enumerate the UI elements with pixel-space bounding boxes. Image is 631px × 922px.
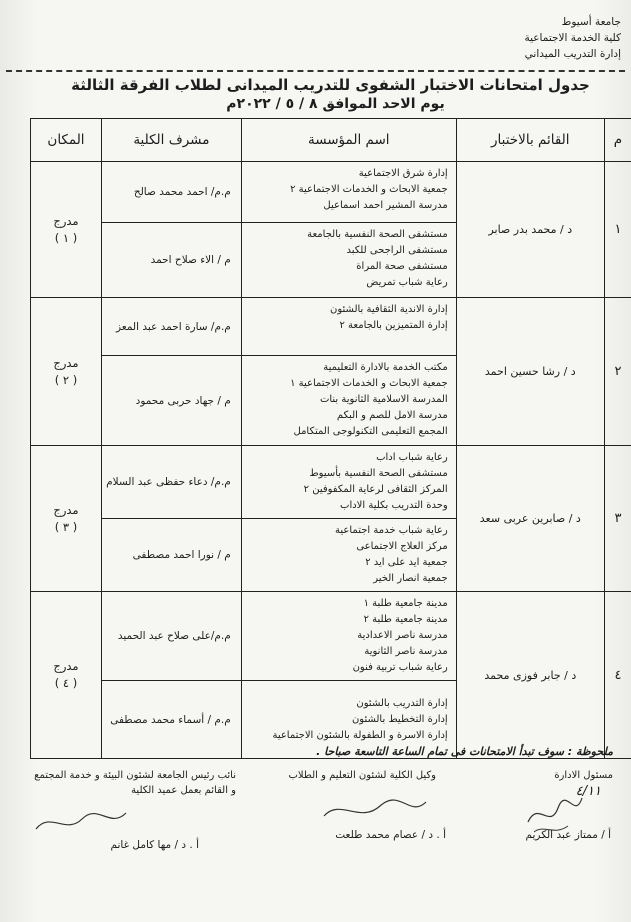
institution-item: جمعية الابحاث و الخدمات الاجتماعية ٢: [290, 184, 448, 195]
supervisor-name: م / الاء صلاح احمد: [101, 223, 241, 298]
institution-item: رعاية شباب خدمة اجتماعية: [335, 525, 448, 536]
institution-item: إدارة التخطيط بالشئون: [351, 713, 448, 725]
exam-place: [31, 592, 102, 759]
institution-item: إدارة الاسرة و الطفولة بالشئون الاجتماعية: [272, 729, 448, 741]
table-header-row: [31, 119, 631, 162]
supervisor-name: م.م/ دعاء حفظى عبد السلام: [101, 446, 241, 519]
place-number: ( ١ ): [54, 230, 78, 245]
place-number: ( ٤ ): [54, 676, 78, 690]
institution-item: المركز الثقافى لرعاية المكفوفين ٢: [303, 484, 448, 495]
institution-item: رعاية شباب تربية فنون: [352, 662, 448, 673]
supervisor-name: م.م/ سارة احمد عبد المعز: [101, 298, 241, 356]
institution-list: [241, 162, 456, 223]
admin-name: أ / ممتاز عبد الكريم: [525, 829, 611, 841]
examiner-name: د / محمد بدر صابر: [456, 162, 604, 298]
institution-item: جمعية الابحاث و الخدمات الاجتماعية ١: [290, 378, 448, 389]
institution-list: [241, 519, 456, 592]
examiner-name: د / صابرين عربى سعد: [456, 446, 604, 592]
place-label: مدرج: [53, 502, 79, 517]
institution-item: رعاية شباب تمريض: [366, 277, 448, 288]
institution-list: [241, 223, 456, 298]
examiner-name: د / جابر فوزى محمد: [456, 592, 604, 759]
col-header-institution: اسم المؤسسة: [241, 119, 456, 162]
row-number: ٤: [604, 592, 631, 759]
supervisor-name: م / نورا احمد مصطفى: [101, 519, 241, 592]
department-name: إدارة التدريب الميداني: [524, 48, 621, 60]
vice-dean-title: وكيل الكلية لشئون التعليم و الطلاب: [288, 770, 436, 781]
schedule-table: [30, 118, 631, 759]
signature-scribble-icon: [320, 790, 430, 830]
faculty-name: كلية الخدمة الاجتماعية: [524, 32, 621, 44]
table-row: [31, 446, 631, 519]
institution-item: إدارة التدريب بالشئون: [356, 697, 448, 709]
institution-list: [241, 356, 456, 446]
institution-item: مستشفى الصحة النفسية بأسيوط: [309, 468, 448, 479]
university-name: جامعة أسيوط: [561, 16, 621, 28]
place-number: ( ٢ ): [54, 372, 78, 387]
table-row: [31, 298, 631, 356]
institution-header: [481, 14, 621, 62]
institution-item: وحدة التدريب بكلية الاداب: [340, 500, 448, 511]
row-number: ٢: [604, 298, 631, 446]
institution-item: إدارة شرق الاجتماعية: [358, 168, 448, 179]
institution-item: مدينة جامعية طلبة ١: [363, 598, 448, 609]
institution-item: المدرسة الاسلامية الثانوية بنات: [319, 394, 448, 405]
signature-scribble-icon: [30, 805, 130, 840]
institution-item: إدارة المتميزين بالجامعة ٢: [339, 320, 448, 331]
institution-item: جمعية انصار الخير: [373, 573, 448, 584]
exam-place: [31, 446, 102, 592]
exam-place: [31, 298, 102, 446]
vice-dean-name: أ . د / عصام محمد طلعت: [335, 829, 446, 841]
examiner-name: د / رشا حسين احمد: [456, 298, 604, 446]
acting-dean-title: و القائم بعمل عميد الكلية: [131, 785, 236, 796]
institution-item: مستشفى الصحة النفسية بالجامعة: [307, 229, 448, 240]
institution-item: مدرسة ناصر الاعدادية: [357, 630, 448, 641]
document-date: يوم الاحد الموافق ٨ / ٥ / ٢٠٢٢م: [226, 96, 445, 112]
row-number: ١: [604, 162, 631, 298]
institution-item: مدرسة المشير احمد اسماعيل: [323, 200, 448, 211]
supervisor-name: م / جهاد حربى محمود: [101, 356, 241, 446]
row-number: ٣: [604, 446, 631, 592]
institution-item: رعاية شباب اداب: [376, 452, 448, 463]
institution-item: مستشفى صحة المراة: [356, 261, 448, 272]
institution-item: مستشفى الراجحى للكبد: [346, 245, 448, 256]
institution-list: [241, 446, 456, 519]
institution-item: إدارة الاندية الثقافية بالشئون: [330, 304, 448, 315]
supervisor-name: م.م/ احمد محمد صالح: [101, 162, 241, 223]
handwritten-date: ٤/١١: [575, 784, 601, 799]
institution-item: مدينة جامعية طلبة ٢: [363, 614, 448, 625]
institution-list: [241, 298, 456, 356]
col-header-examiner: القائم بالاختبار: [456, 119, 604, 162]
president-title: نائب رئيس الجامعة لشئون البيئة و خدمة المجتمع: [34, 770, 236, 781]
institution-list: [241, 592, 456, 681]
header-divider: [6, 70, 625, 72]
institution-item: جمعية ايد على ايد ٢: [365, 557, 448, 568]
supervisor-name: م.م / أسماء محمد مصطفى: [101, 681, 241, 759]
admin-title: مسئول الادارة: [554, 770, 613, 781]
col-header-num: م: [604, 119, 631, 162]
institution-item: المجمع التعليمى التكنولوجى المتكامل: [293, 426, 448, 437]
col-header-place: المكان: [31, 119, 102, 162]
table-row: [31, 162, 631, 223]
place-number: ( ٣ ): [54, 519, 78, 534]
institution-item: مركز العلاج الاجتماعى: [356, 541, 448, 552]
table-row: [31, 592, 631, 681]
institution-item: مدرسة الامل للصم و البكم: [336, 410, 448, 421]
place-label: مدرج: [53, 355, 79, 370]
supervisor-name: م.م/على صلاح عبد الحميد: [101, 592, 241, 681]
place-label: مدرج: [53, 213, 79, 228]
place-label: مدرج: [53, 659, 79, 673]
exam-time-note: ملحوظة : سوف تبدأ الامتحانات فى تمام الساعة التاسعة صباحا .: [316, 745, 613, 758]
document-title: جدول امتحانات الاختبار الشفوى للتدريب الميدانى لطلاب الفرقة الثالثة: [71, 76, 590, 94]
president-signature-block: [6, 768, 236, 798]
institution-item: مكتب الخدمة بالادارة التعليمية: [323, 362, 448, 373]
col-header-supervisor: مشرف الكلية: [101, 119, 241, 162]
exam-place: [31, 162, 102, 298]
president-name: أ . د / مها كامل غانم: [110, 839, 199, 851]
institution-item: مدرسة ناصر الثانوية: [364, 646, 448, 657]
